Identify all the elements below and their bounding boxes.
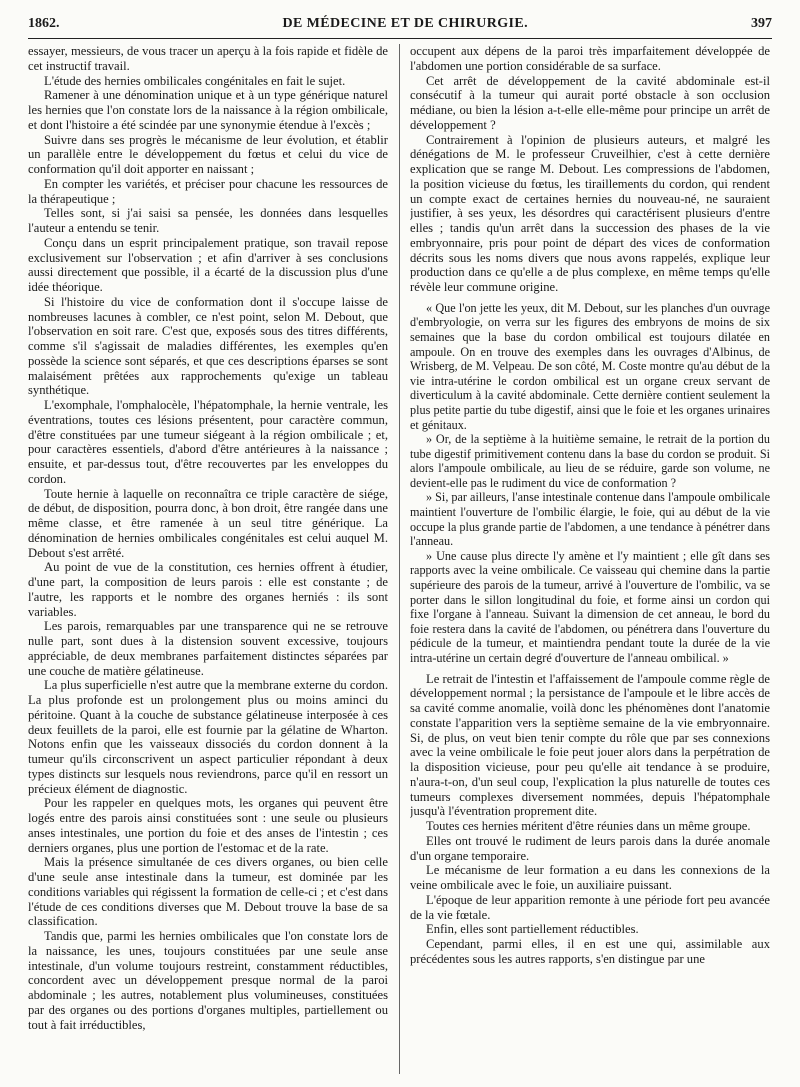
paragraph: Conçu dans un esprit principalement pratique, son travail repose exclusivement sur l'observation ; et afin d'arriver à ses conclusions aussi directement que possible, il a écarté de la discussion plus d'une idée théorique. [28, 235, 388, 294]
paragraph: Suivre dans ses progrès le mécanisme de leur évolution, et établir un parallèle entre le développement du fœtus et celui du vice de conformation qu'il doit apporter en naissant ; [28, 132, 388, 176]
header-year: 1862. [28, 16, 60, 31]
paragraph: Cependant, parmi elles, il en est une qui, assimilable aux précédentes sous les autres rapports, s'en distingue par une [410, 937, 770, 966]
paragraph: L'exomphale, l'omphalocèle, l'hépatomphale, la hernie ventrale, les éventrations, toutes ces lésions présentent, pour caractère commun, d'être constituées par une tumeur siégeant à la région ombilicale ; et, pour caractères essentiels, d'abord d'être antérieures à la naissance ; ensuite, et par-dessus tout, d'être recouvertes par les enveloppes du cordon. [28, 398, 388, 486]
quoted-paragraph: « Que l'on jette les yeux, dit M. Debout, sur les planches d'un ouvrage d'embryologie, on verra sur les figures des embryons de moins de six semaines que la base du cordon ombilical est toujours dilatée en ampoule. On en trouve des exemples dans les ouvrages d'Albinus, de Wrisberg, de M. Velpeau. De son côté, M. Coste montre qu'au début de la vie intra-utérine le cordon ombilical est un organe creux servant de diverticulum à la cavité abdominale. Cette dernière contient seulement la plus petite partie du tube digestif, ainsi que le foie et les organes urinaires et génitaux. [410, 300, 770, 432]
paragraph: Tandis que, parmi les hernies ombilicales que l'on constate lors de la naissance, les unes, toujours constituées par une seule anse intestinale, d'un volume toujours restreint, constamment réductibles, concordent avec un développement presque normal de la paroi abdominale ; les autres, notablement plus volumineuses, constituées par des organes ou des portions d'organes multiples, partiellement ou tout à fait irréductibles, [28, 929, 388, 1032]
paragraph: Cet arrêt de développement de la cavité abdominale est-il consécutif à la tumeur qui aurait porté obstacle à son occlusion médiane, ou bien la lésion a-t-elle elle-même pour principe un arrêt de développement ? [410, 73, 770, 132]
paragraph: L'époque de leur apparition remonte à une période fort peu avancée de la vie fœtale. [410, 892, 770, 922]
paragraph: L'étude des hernies ombilicales congénitales en fait le sujet. [44, 73, 346, 88]
paragraph: Contrairement à l'opinion de plusieurs auteurs, et malgré les dénégations de M. le professeur Cruveilhier, c'est à cette dernière explication que se range M. Debout. Les compressions de l'abdomen, la position vicieuse du fœtus, les tiraillements du cordon, qui rendent un compte exact de certaines hernies du nouveau-né, ne sauraient justifier, à ses yeux, les désordres qui caractérisent plusieurs d'entre elles ; tandis qu'un arrêt dans la succession des phases de la vie embryonnaire, pris pour point de départ des vices de conformation décrits sous les noms divers que nous avons rappelés, explique leur production dans ce qu'elle a de plus complexe, en même temps qu'elle révèle leur commune origine. [410, 132, 770, 294]
paragraph: occupent aux dépens de la paroi très imparfaitement développée de l'abdomen une portion considérable de sa surface. [410, 44, 770, 73]
paragraph: La plus superficielle n'est autre que la membrane externe du cordon. La plus profonde est un prolongement plus ou moins aminci du péritoine. Quant à la couche de substance gélatineuse interposée à ces deux feuillets de la paroi, elle est fournie par la gélatine de Wharton. Notons enfin que les vaisseaux dissociés du cordon donnent à la tumeur qu'ils circonscrivent un aspect particulier répondant à deux types distincts sur lesquels nous reviendrons, parce qu'il en ressort un précieux élément de diagnostic. [28, 678, 388, 796]
paragraph: Toute hernie à laquelle on reconnaîtra ce triple caractère de siége, de début, de disposition, pourra donc, à bon droit, être rangée dans une même classe, et être ramenée à un seul titre générique. La dénomination de hernies ombilicales congénitales est celui auquel M. Debout s'est arrêté. [28, 486, 388, 560]
column-divider [399, 44, 400, 1074]
running-header [28, 12, 772, 36]
quoted-paragraph: » Or, de la septième à la huitième semaine, le retrait de la portion du tube digestif primitivement contenu dans la base du cordon se produit. Si alors l'ampoule ombilicale, au lieu de se réduire, garde son volume, ne devient-elle pas le rudiment du vice de conformation ? [410, 432, 770, 490]
paragraph: Les parois, remarquables par une transparence qui ne se retrouve nulle part, sont dues à la distension souvent excessive, toujours appréciable, de deux membranes parfaitement distinctes séparées par une couche de matière gélatineuse. [28, 619, 388, 678]
paragraph: Le mécanisme de leur formation a eu dans les connexions de la veine ombilicale avec le foie, un auxiliaire puissant. [410, 863, 770, 893]
paragraph: Au point de vue de la constitution, ces hernies offrent à étudier, d'une part, la composition de leurs parois : elle est constante ; de l'autre, les rapports et le nombre des organes herniés : ils sont variables. [28, 560, 388, 619]
left-column [28, 44, 388, 1082]
paragraph: Elles ont trouvé le rudiment de leurs parois dans la durée anomale d'un organe temporaire. [410, 833, 770, 863]
page-number: 397 [750, 16, 772, 31]
paragraph: Ramener à une dénomination unique et à un type générique naturel les hernies que l'on constate lors de la naissance à la région ombilicale, et dont l'histoire a été scindée par une synonymie étendue à l'excès ; [28, 88, 388, 132]
paragraph: Mais la présence simultanée de ces divers organes, ou bien celle d'une seule anse intestinale dans la tumeur, est dominée par les conditions variables qui régissent la formation de celle-ci ; et c'est dans l'étude de ces conditions diverses que M. Debout trouve la base de sa classification. [28, 855, 388, 929]
quoted-paragraph: » Si, par ailleurs, l'anse intestinale contenue dans l'ampoule ombilicale maintient l'ouverture de l'ombilic élargie, le foie, qui au début de la vie occupe la plus grande partie de l'abdomen, a une tendance à pénétrer dans l'anneau. [410, 490, 770, 549]
paragraph: essayer, messieurs, de vous tracer un aperçu à la fois rapide et fidèle de cet instructif travail. [28, 44, 388, 73]
paragraph: Enfin, elles sont partiellement réductibles. [426, 922, 639, 937]
paragraph: Toutes ces hernies méritent d'être réunies dans un même groupe. [426, 819, 751, 834]
quoted-paragraph: » Une cause plus directe l'y amène et l'y maintient ; elle gît dans ses rapports avec la veine ombilicale. Ce vaisseau qui chemine dans la partie supérieure des parois de la tumeur, arrivé à l'ouverture de l'ombilic, va se porter dans le sillon longitudinal du foie, et forme ainsi un cordon qui fixe l'organe à l'anneau. Suivant la dimension de cet anneau, le bord du foie restera dans la cavité de l'abdomen, ou pénétrera dans l'ouverture du pédicule de la tumeur, et maintiendra pendant toute la durée de la vie intra-utérine un certain degré d'ouverture de l'anneau ombilical. » [410, 548, 770, 665]
header-title: DE MÉDECINE ET DE CHIRURGIE. [282, 16, 528, 31]
paragraph: En compter les variétés, et préciser pour chacune les ressources de la thérapeutique ; [28, 176, 388, 206]
paragraph: Le retrait de l'intestin et l'affaissement de l'ampoule comme règle de développement normal ; la persistance de l'ampoule et le libre accès de sa cavité comme anomalie, voilà donc les phénomènes dont l'anatomie constate l'apparition vers la septième semaine de la vie embryonnaire. Si, de plus, on veut bien tenir compte du rôle que par ses connexions avec la veine ombilicale le foie peut jouer alors dans la perpétration de la disposition vicieuse, pour peu qu'elle ait tendance à se produire, n'aura-t-on, d'un seul coup, l'explication la plus naturelle de toutes ces tumeurs complexes diversement nommées, depuis l'hépatomphale jusqu'à l'éventration proprement dite. [410, 671, 770, 819]
paragraph: Pour les rappeler en quelques mots, les organes qui peuvent être logés entre des parois ainsi constituées sont : une seule ou plusieurs anses intestinales, une portion du foie et des anses de l'intestin ; ces derniers organes, plus une portion de l'estomac et de la rate. [28, 796, 388, 855]
right-column [410, 44, 770, 1082]
paragraph: Telles sont, si j'ai saisi sa pensée, les données dans lesquelles l'auteur a entendu se tenir. [28, 206, 388, 235]
header-rule [28, 38, 772, 39]
paragraph: Si l'histoire du vice de conformation dont il s'occupe laisse de nombreuses lacunes à combler, ce n'est point, selon M. Debout, que l'observation en soit rare. C'est que, exposés sous des titres différents, comme s'il s'agissait de maladies différentes, les exemples qu'en possède la science sont séparés, et que ces descriptions éparses se sont malaisément prêtées aux rapprochements qu'exige un tableau synthétique. [28, 294, 388, 398]
